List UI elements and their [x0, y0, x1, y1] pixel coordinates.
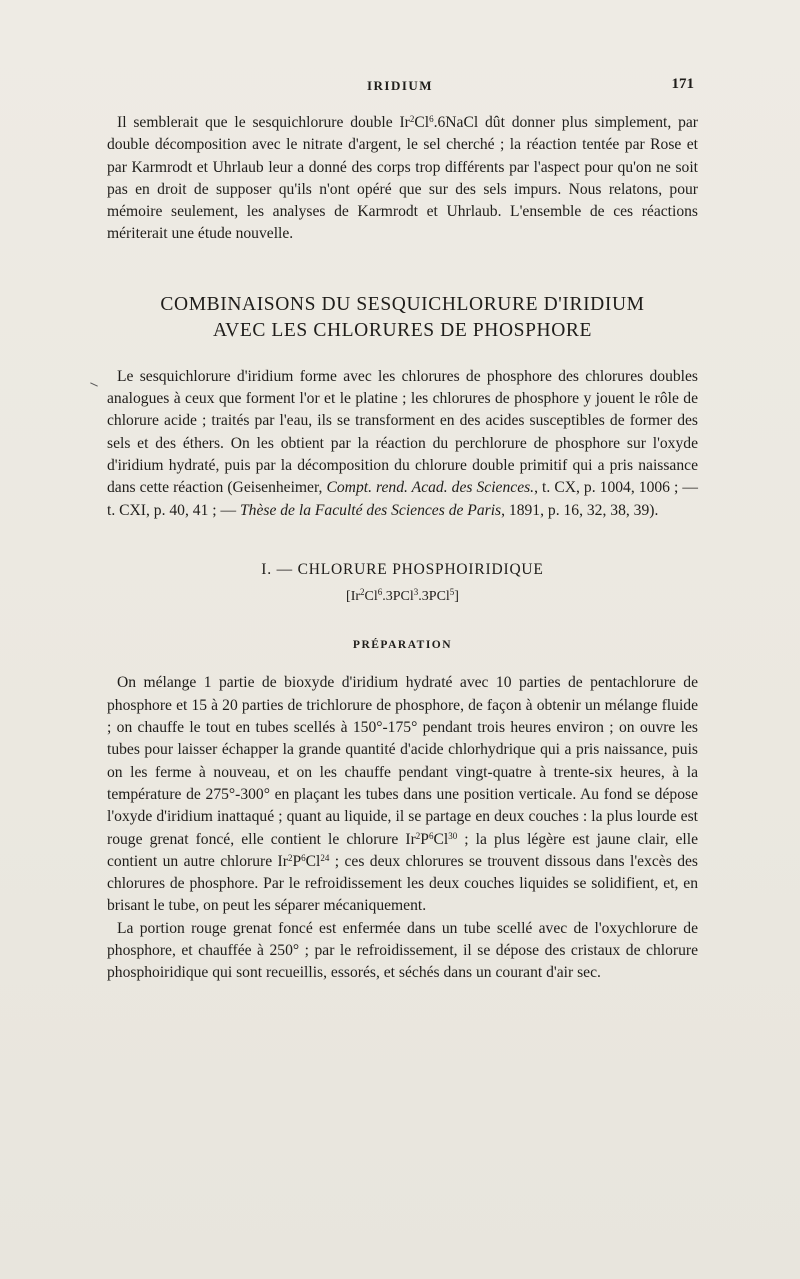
- text-run: Cl: [305, 852, 321, 870]
- text-run: Il semblerait que le sesquichlorure double Ir: [117, 114, 410, 131]
- page-body: [107, 112, 698, 985]
- paragraph-sesquichlorure: [107, 112, 698, 246]
- text-run: On mélange 1 partie de bioxyde d'iridium hydraté avec 10 parties de pentachlorure de phosphore et 15 à 20 parties de trichlorure de phosphore, de façon à obtenir un mélange fluide ; on chauffe le tout en tubes scellés à 150°-175° pendant trois heures environ ; on ouvre les tubes pour laisser échapper la grande quantité d'acide chlorhydrique qui a pris naissance, puis on les ferme à nouveau, et on les chauffe pendant vingt-quatre à trente-six heures, à la température de 275°-300° en plaçant les tubes dans une position verticale. Au fond se dépose l'oxyde d'iridium inattaqué ; quant au liquide, il se partage en deux couches : la plus lourde est rouge grenat foncé, elle contient le chlorure Ir: [107, 674, 698, 848]
- section-title: [107, 292, 698, 344]
- running-title: IRIDIUM: [366, 78, 434, 93]
- text-run: , t. CX, p. 1004, 1006 ; — t. CXI, p. 40, 41 ; —: [107, 479, 699, 519]
- chemical-formula: [107, 586, 698, 608]
- section-title-line-1: COMBINAISONS DU SESQUICHLORURE D'IRIDIUM: [160, 293, 645, 315]
- section-title-line-2: AVEC LES CHLORURES DE PHOSPHORE: [212, 319, 593, 341]
- margin-mark: [90, 382, 98, 386]
- text-run: Le sesquichlorure d'iridium forme avec les chlorures de phosphore des chlorures doubles analogues à ceux que forment l'or et le platine ; les chlorures de phosphore y jouent le rôle de chlorure acide ; traités par l'eau, ils se transforment en des acides susceptibles de former des sels et des éthers. On les obtient par la réaction du perchlorure de phosphore sur l'oxyde d'iridium hydraté, puis par la décomposition du chlorure double primitif qui a pris naissance dans cette réaction (Geisenheimer,: [107, 367, 698, 497]
- text-run: P: [292, 852, 302, 870]
- superscript: 2: [409, 114, 415, 124]
- superscript: 2: [360, 586, 365, 597]
- preparation-paragraph-1: [107, 672, 698, 917]
- page-number: 171: [671, 76, 694, 92]
- text-run: P: [420, 830, 429, 848]
- intro-paragraph: [107, 366, 698, 522]
- text-run: ; la plus légère est jaune clair, elle contient un autre chlorure Ir: [107, 830, 698, 870]
- citation-compt-rend: Compt. rend. Acad. des Sciences.: [326, 479, 535, 497]
- text-run: ; ces deux chlorures se trouvent dissous dans l'excès des chlorures de phosphore. Par le refroidissement les deux couches liquides se solidifient, et, en brisant le tube, on peut les séparer mécaniquement.: [107, 852, 698, 915]
- preparation-heading: PRÉPARATION: [352, 639, 453, 652]
- formula-part: [Ir: [346, 588, 361, 604]
- text-run: .6NaCl dût donner plus simplement, par double décomposition avec le nitrate d'argent, le sel cherché ; la réaction tentée par Rose et par Karmrodt et Uhrlaub leur a donné des corps trop différents par l'aspect pour qu'on ne soit pas en droit de supposer qu'ils n'ont opéré que sur des sels impurs. Nous relatons, pour mémoire seulement, les analyses de Karmrodt et Uhrlaub. L'ensemble de ces réactions mériterait une étude nouvelle.: [107, 114, 698, 243]
- text-run: Cl: [433, 830, 449, 848]
- superscript: 6: [377, 586, 383, 597]
- page-header: [0, 78, 800, 98]
- superscript: 6: [429, 114, 434, 124]
- superscript: 2: [415, 830, 421, 841]
- subsection-title: I. — CHLORURE PHOSPHOIRIDIQUE: [261, 560, 544, 578]
- superscript: 6: [301, 852, 306, 863]
- formula-part: Cl: [364, 588, 378, 604]
- superscript: 24: [320, 852, 330, 863]
- superscript: 3: [413, 586, 419, 597]
- superscript: 2: [287, 852, 293, 863]
- superscript: 30: [448, 830, 458, 841]
- text-run: Cl: [414, 114, 430, 131]
- superscript: 5: [449, 586, 455, 597]
- text-run: , 1891, p. 16, 32, 38, 39).: [501, 501, 659, 519]
- preparation-paragraph-2: La portion rouge grenat foncé est enfermée dans un tube scellé avec de l'oxychlorure de phosphore, et chauffée à 250° ; par le refroidissement, il se dépose des cristaux de chlorure phosphoiridique qui sont recueillis, essorés, et séchés dans un courant d'air sec.: [107, 919, 698, 982]
- formula-part: ]: [454, 588, 459, 604]
- superscript: 6: [428, 830, 434, 841]
- citation-these: Thèse de la Faculté des Sciences de Paris: [239, 501, 502, 519]
- formula-part: .3PCl: [418, 588, 450, 604]
- formula-part: .3PCl: [382, 588, 414, 604]
